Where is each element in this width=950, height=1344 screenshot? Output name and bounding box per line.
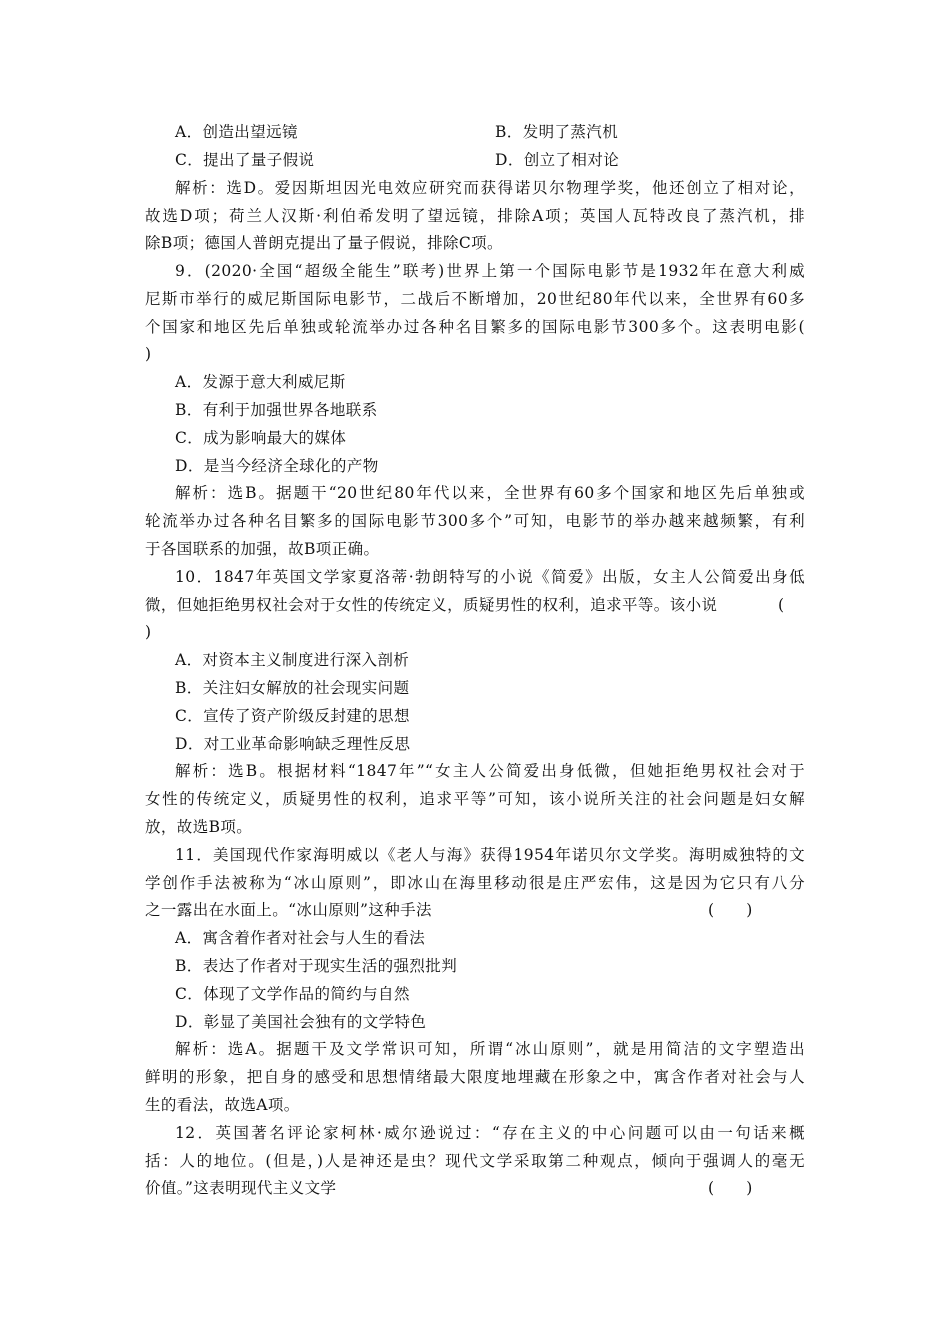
q9-stem-line: 个国家和地区先后单独或轮流举办过各种名目繁多的国际电影节300多个。这表明电影( [145,318,805,336]
q9-stem-paren: ) [145,345,152,363]
q10-stem-paren: ) [145,623,152,641]
q10-option-a: A．对资本主义制度进行深入剖析 [175,651,410,669]
q10-analysis-line: 女性的传统定义，质疑男性的权利，追求平等”可知，该小说所关注的社会问题是妇女解 [145,790,805,808]
q10-analysis-line: 解析：选B。根据材料“1847年”“女主人公简爱出身低微，但她拒绝男权社会对于 [175,762,805,780]
q12-stem-line: 12．英国著名评论家柯林·威尔逊说过：“存在主义的中心问题可以由一句话来概 [175,1124,805,1142]
q11-analysis-line: 鲜明的形象，把自身的感受和思想情绪最大限度地埋藏在形象之中，寓含作者对社会与人 [145,1068,805,1086]
q10-option-b: B．关注妇女解放的社会现实问题 [175,679,410,697]
q10-option-c: C．宣传了资产阶级反封建的思想 [175,707,410,725]
q9-option-c: C．成为影响最大的媒体 [175,429,347,447]
q8-option-b: B．发明了蒸汽机 [495,123,619,141]
q10-stem-line: 10．1847年英国文学家夏洛蒂·勃朗特写的小说《简爱》出版，女主人公简爱出身低 [175,568,805,586]
q10-stem-line: 微，但她拒绝男权社会对于女性的传统定义，质疑男性的权利，追求平等。该小说 [145,596,718,614]
q11-stem-line: 之一露出在水面上。“冰山原则”这种手法 [145,901,432,919]
q8-option-a: A．创造出望远镜 [175,123,298,141]
q8-analysis-line: 解析：选D。爱因斯坦因光电效应研究而获得诺贝尔物理学奖，他还创立了相对论， [175,179,805,197]
q11-answer-paren: ( ) [708,901,753,919]
q9-stem-line: 9．(2020·全国“超级全能生”联考)世界上第一个国际电影节是1932年在意大利威 [175,262,805,280]
q9-analysis-line: 轮流举办过各种名目繁多的国际电影节300多个”可知，电影节的举办越来越频繁，有利 [145,512,805,530]
q11-stem-line: 学创作手法被称为“冰山原则”，即冰山在海里移动很是庄严宏伟，这是因为它只有八分 [145,874,805,892]
q11-analysis-line: 生的看法，故选A项。 [145,1096,300,1114]
q9-analysis-line: 解析：选B。据题干“20世纪80年代以来，全世界有60多个国家和地区先后单独或 [175,484,805,502]
q9-option-d: D．是当今经济全球化的产物 [175,457,379,475]
q11-analysis-line: 解析：选A。据题干及文学常识可知，所谓“冰山原则”，就是用简洁的文字塑造出 [175,1040,805,1058]
q12-stem-line: 括：人的地位。(但是，)人是神还是虫？现代文学采取第二种观点，倾向于强调人的毫无 [145,1152,805,1170]
q8-analysis-line: 故选D项；荷兰人汉斯·利伯希发明了望远镜，排除A项；英国人瓦特改良了蒸汽机，排 [145,207,805,225]
q8-option-c: C．提出了量子假说 [175,151,315,169]
q9-option-b: B．有利于加强世界各地联系 [175,401,378,419]
q12-answer-paren: ( ) [708,1179,753,1197]
q10-option-d: D．对工业革命影响缺乏理性反思 [175,735,411,753]
q8-analysis-line: 除B项；德国人普朗克提出了量子假说，排除C项。 [145,234,503,252]
q11-option-d: D．彰显了美国社会独有的文学特色 [175,1013,427,1031]
q11-option-a: A．寓含着作者对社会与人生的看法 [175,929,426,947]
q10-analysis-line: 放，故选B项。 [145,818,253,836]
q10-answer-paren: ( [778,596,785,614]
q8-option-d: D．创立了相对论 [495,151,620,169]
q11-option-c: C．体现了文学作品的简约与自然 [175,985,410,1003]
q12-stem-line: 价值。”这表明现代主义文学 [145,1179,337,1197]
q9-stem-line: 尼斯市举行的威尼斯国际电影节，二战后不断增加，20世纪80年代以来，全世界有60多 [145,290,805,308]
q9-analysis-line: 于各国联系的加强，故B项正确。 [145,540,380,558]
q9-option-a: A．发源于意大利威尼斯 [175,373,346,391]
q11-stem-line: 11．美国现代作家海明威以《老人与海》获得1954年诺贝尔文学奖。海明威独特的文 [175,846,805,864]
q11-option-b: B．表达了作者对于现实生活的强烈批判 [175,957,458,975]
